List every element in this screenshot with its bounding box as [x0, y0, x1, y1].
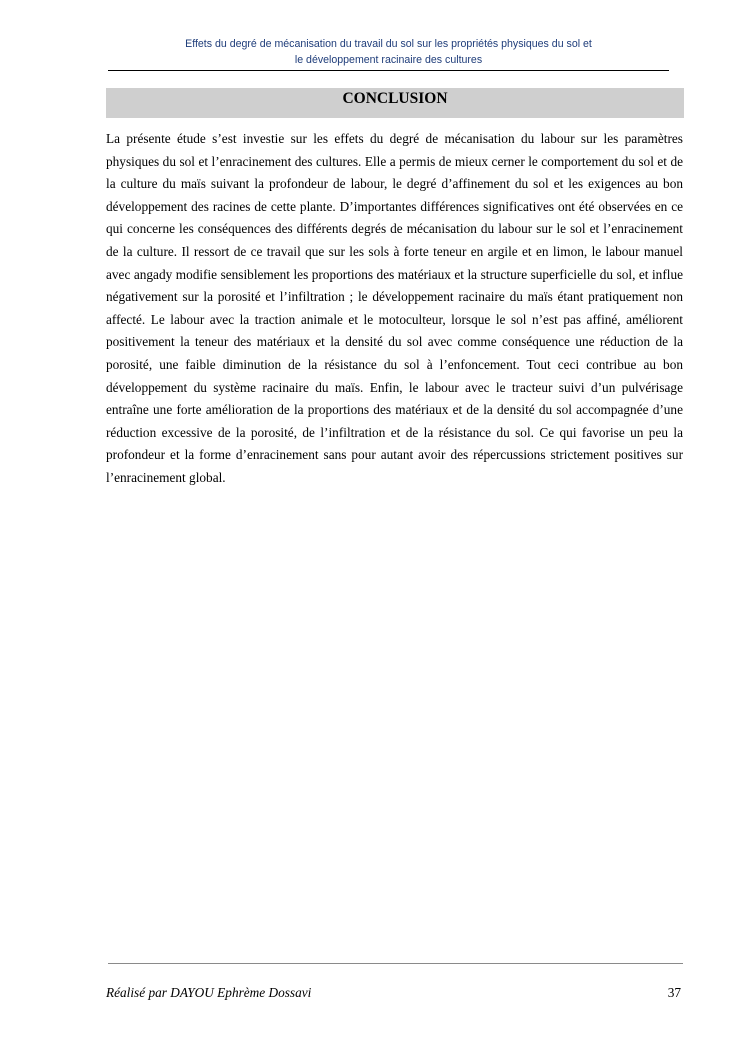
page-number: 37 — [667, 985, 681, 1000]
running-header-line-1: Effets du degré de mécanisation du travail du sol sur les propriétés physiques du sol et — [185, 38, 592, 50]
running-header — [108, 36, 669, 68]
conclusion-paragraph: La présente étude s’est investie sur les effets du degré de mécanisation du labour sur les paramètres physiques du sol et l’enracinement des cultures. Elle a permis de mieux cerner le comportement du sol et de la culture du maïs suivant la profondeur de labour, le degré d’affinement du sol et les exigences au bon développement des racines de cette plante. D’importantes différences significatives ont été observées en ce qui concerne les conséquences des différents degrés de mécanisation du labour sur le sol et l’enracinement de la culture. Il ressort de ce travail que sur les sols à forte teneur en argile et en limon, le labour manuel avec angady modifie sensiblement les proportions des matériaux et la structure superficielle du sol, et influe négativement sur la porosité et l’infiltration ; le développement racinaire du maïs étant pratiquement non affecté. Le labour avec la traction animale et le motoculteur, lorsque le sol n’est pas affiné, améliorent positivement la teneur des matériaux et la densité du sol avec comme conséquence une réduction de la porosité, une faible diminution de la résistance du sol à l’enfoncement. Tout ceci contribue au bon développement du système racinaire du maïs. Enfin, le labour avec le tracteur suivi d’un pulvérisage entraîne une forte amélioration de la proportions des matériaux et de la densité du sol accompagnée d’une réduction excessive de la porosité, de l’infiltration et de la résistance du sol. Ce qui favorise un peu la profondeur et la forme d’enracinement sans pour autant avoir des répercussions strictement positives sur l’enracinement global. — [106, 131, 683, 485]
footer-author: Réalisé par DAYOU Ephrème Dossavi — [106, 985, 312, 1000]
header-divider — [108, 70, 669, 71]
running-header-line-2: le développement racinaire des cultures — [294, 54, 483, 66]
footer-divider — [108, 963, 683, 964]
section-title: CONCLUSION — [106, 88, 684, 118]
